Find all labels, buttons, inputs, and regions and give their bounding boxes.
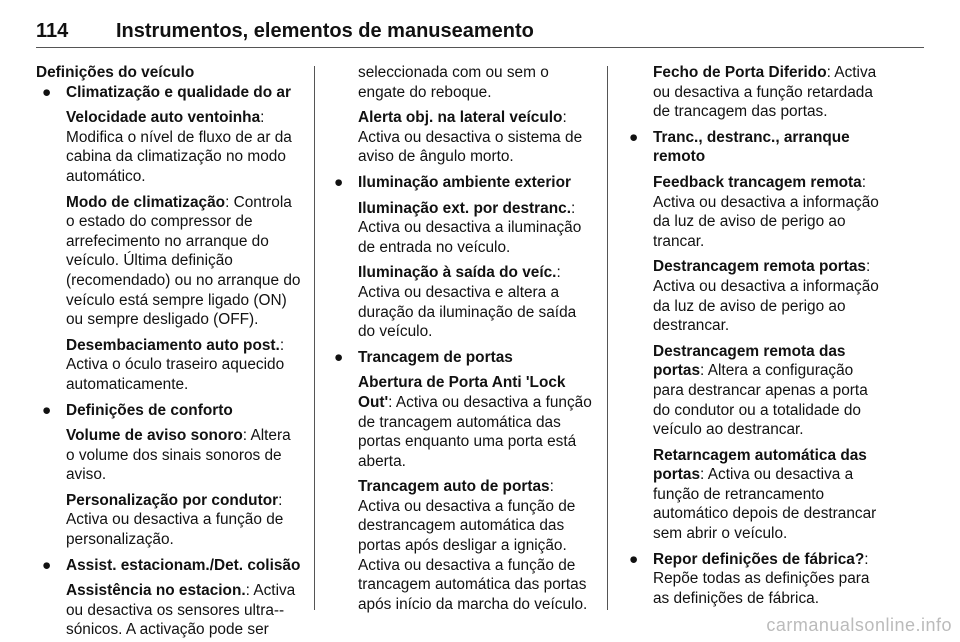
entry-term: Velocidade auto ventoinha: [66, 109, 261, 127]
bullet-climatizacao: [36, 83, 301, 103]
entry-iluminacao-destranc: [328, 199, 593, 258]
column-3: [623, 63, 888, 608]
entry-volume-aviso: [36, 426, 301, 485]
entry-desc: : Activa ou desactiva a informação da luz de aviso de perigo ao destrancar.: [653, 258, 879, 335]
bullet-desc: : Repõe todas as definições para as definições de fábrica.: [653, 550, 870, 607]
entry-term: Iluminação ext. por destranc.: [358, 199, 571, 217]
entry-modo-climatizacao: [36, 193, 301, 330]
bullet-dot: ●: [334, 173, 344, 191]
entry-desc: : Activa ou desactiva a informação da luz de aviso de perigo ao trancar.: [653, 173, 879, 250]
entry-term: Destrancagem remota das portas: [653, 342, 846, 380]
page-number: 114: [36, 20, 69, 42]
entry-term: Volume de aviso sonoro: [66, 427, 243, 445]
entry-destrancagem-remota: [623, 257, 888, 335]
bullet-estacionamento: [36, 556, 301, 576]
entry-desc: : Modifica o nível de fluxo de ar da cabina da climatização no modo automático.: [66, 109, 292, 185]
entry-term: Feedback trancagem remota: [653, 173, 862, 191]
bullet-dot: ●: [42, 556, 52, 574]
column-2: [328, 63, 593, 614]
entry-desc: : Activa ou desactiva a função de destrancagem automática das portas após desligar a ignição. Activa ou desactiva a função de trancagem automática das portas após início da marcha do veículo.: [358, 478, 588, 613]
bullet-conforto: [36, 401, 301, 421]
entry-desc: : Activa ou desactiva a iluminação de entrada no veículo.: [358, 199, 582, 256]
entry-fecho-diferido: [623, 63, 888, 122]
bullet-dot: ●: [42, 401, 52, 419]
bullet-iluminacao: [328, 173, 593, 193]
entry-term: Assistência no estacion.: [66, 582, 246, 600]
entry-desc: : Altera a configuração para destrancar apenas a porta do condutor ou a totalidade do veículo ao destrancar.: [653, 362, 868, 439]
entry-term: Personalização por condutor: [66, 491, 279, 509]
entry-alerta-lateral: [328, 108, 593, 167]
entry-personalizacao: [36, 491, 301, 550]
entry-iluminacao-saida: [328, 263, 593, 341]
entry-desc: : Activa ou desactiva os sensores ultra--sónicos. A activação pode ser: [66, 582, 296, 639]
bullet-repor: [623, 550, 888, 609]
bullet-text: Assist. estacionam./Det. colisão: [66, 556, 301, 574]
column-divider-2: [607, 66, 608, 610]
entry-term: Fecho de Porta Diferido: [653, 64, 827, 81]
bullet-trancagem: [328, 348, 593, 368]
bullet-dot: ●: [629, 550, 639, 568]
entry-feedback-trancagem: [623, 173, 888, 251]
bullet-dot: ●: [42, 83, 52, 101]
bullet-text: Definições de conforto: [66, 401, 233, 419]
entry-desembaciamento: [36, 336, 301, 395]
column-divider-1: [314, 66, 315, 610]
bullet-dot: ●: [334, 348, 344, 366]
entry-desc: : Altera o volume dos sinais sonoros de aviso.: [66, 427, 291, 484]
entry-term: Abertura de Porta Anti 'Lock Out': [358, 374, 566, 411]
column-1: [36, 63, 301, 640]
entry-term: Desembaciamento auto post.: [66, 336, 280, 354]
bullet-text: Tranc., destranc., arranque remoto: [653, 128, 850, 166]
entry-term: Iluminação à saída do veíc.: [358, 264, 557, 282]
header-rule: [36, 47, 924, 48]
bullet-text: Repor definições de fábrica?: [653, 550, 865, 568]
entry-desc: : Controla o estado do compressor de arrefecimento no arranque do veículo. Última definição (recomendado) ou no arranque do veículo está sempre ligado (ON) ou sempre desligado (OFF).: [66, 193, 301, 329]
entry-trancagem-auto: [328, 477, 593, 614]
entry-desc: seleccionada com ou sem o engate do reboque.: [358, 64, 549, 101]
entry-destrancagem-portas: [623, 342, 888, 440]
entry-anti-lock-out: [328, 373, 593, 471]
entry-term: Alerta obj. na lateral veículo: [358, 109, 563, 127]
entry-desc: : Activa ou desactiva a função de trancagem automática das portas enquanto uma porta está aberta.: [358, 393, 592, 470]
bullet-text: Iluminação ambiente exterior: [358, 173, 571, 191]
bullet-text: Trancagem de portas: [358, 348, 513, 366]
entry-velocidade-ventoinha: [36, 108, 301, 186]
bullet-remoto: [623, 128, 888, 167]
entry-retrancagem: [623, 446, 888, 544]
entry-desc: : Activa ou desactiva a função de personalização.: [66, 491, 284, 549]
entry-desc: : Activa ou desactiva a função retardada de trancagem das portas.: [653, 64, 877, 121]
entry-term: Modo de climatização: [66, 193, 226, 211]
watermark: carmanualsonline.info: [766, 615, 952, 635]
bullet-dot: ●: [629, 128, 639, 146]
entry-desc: : Activa o óculo traseiro aquecido automaticamente.: [66, 336, 285, 393]
bullet-text: Climatização e qualidade do ar: [66, 83, 291, 101]
entry-assistencia-estacion: [36, 581, 301, 640]
page-title: Instrumentos, elementos de manuseamento: [116, 20, 534, 42]
entry-term: Retarncagem automática das portas: [653, 446, 867, 484]
entry-term: Destrancagem remota portas: [653, 258, 866, 276]
entry-desc: : Activa ou desactiva e altera a duração da iluminação de saída do veículo.: [358, 264, 577, 341]
page-header: [36, 20, 924, 50]
entry-term: Trancagem auto de portas: [358, 478, 550, 496]
section-heading: Definições do veículo: [36, 64, 195, 81]
entry-continuation: [328, 63, 593, 102]
entry-desc: : Activa ou desactiva a função de retrancamento automático depois de destrancar sem abrir o veículo.: [653, 466, 877, 543]
entry-desc: : Activa ou desactiva o sistema de aviso de ângulo morto.: [358, 109, 583, 166]
